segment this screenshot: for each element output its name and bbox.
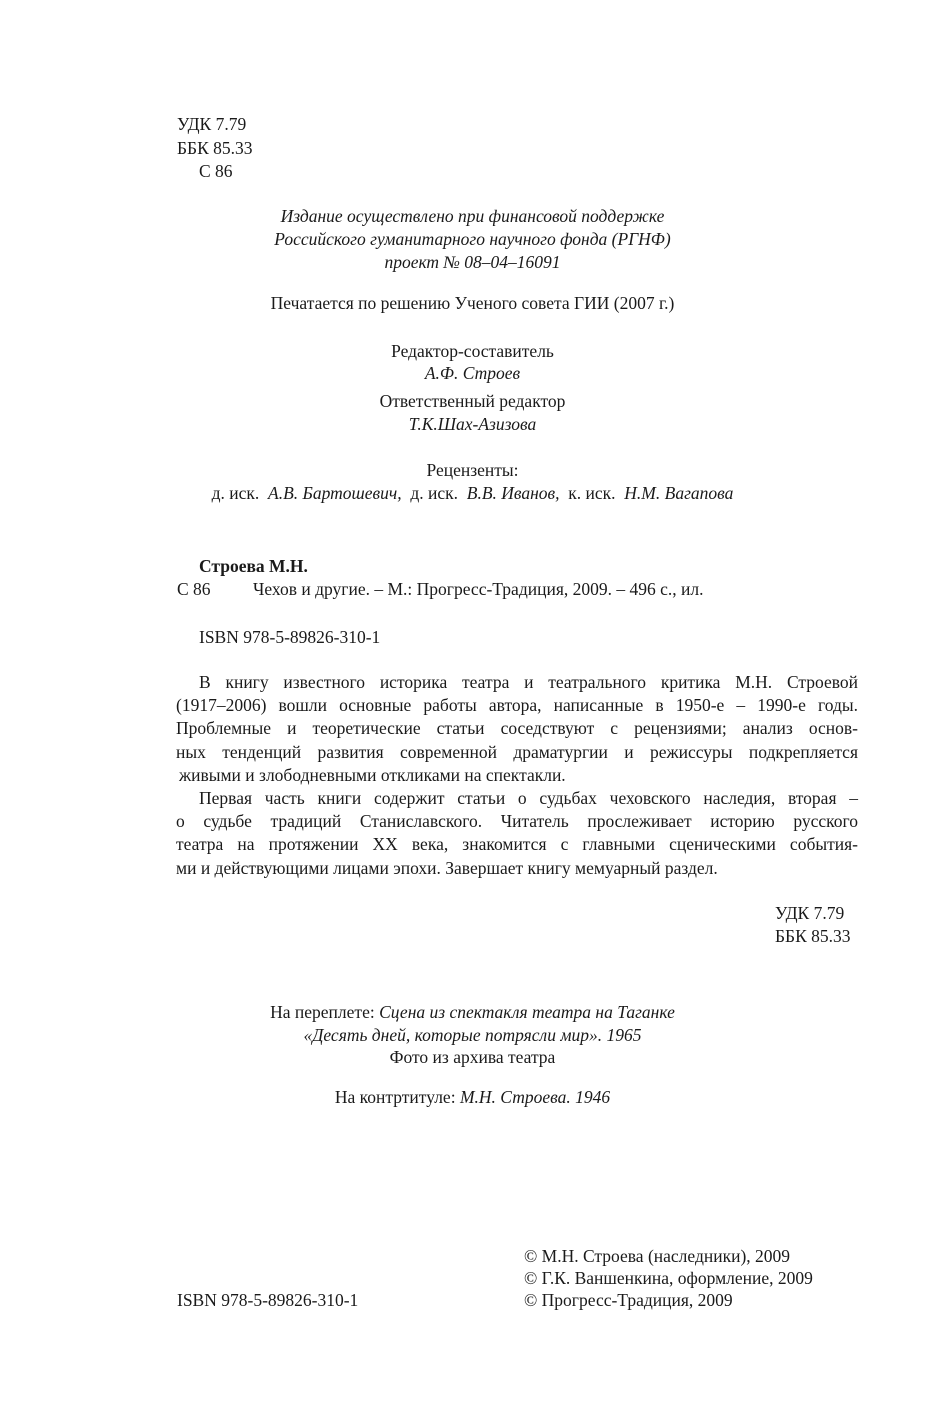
frontispiece-label: На контртитуле: <box>334 1087 456 1107</box>
bbk-top: ББК 85.33 <box>177 138 253 158</box>
cover-caption-1: Сцена из спектакля театра на Таганке <box>379 1002 675 1022</box>
compiler-name: А.Ф. Строев <box>424 363 521 383</box>
reviewers-label: Рецензенты: <box>426 460 519 480</box>
imprint-isbn: ISBN 978-5-89826-310-1 <box>177 1290 359 1310</box>
frontispiece-line <box>0 1086 945 1109</box>
copyright-1: © М.Н. Строева (наследники), 2009 <box>524 1246 791 1266</box>
cover-caption-2: «Десять дней, которые потрясли мир». 1965 <box>303 1025 642 1045</box>
frontispiece-caption: М.Н. Строева. 1946 <box>459 1087 611 1107</box>
udk-bottom: УДК 7.79 <box>775 903 845 923</box>
udk-top: УДК 7.79 <box>177 114 247 134</box>
bib-author: Строева М.Н. <box>199 556 308 576</box>
funding-line-1: Издание осуществлено при финансовой поддержке <box>280 206 665 226</box>
cover-label: На переплете: <box>270 1002 375 1022</box>
reviewer-1-degree: д. иск. <box>211 483 260 503</box>
annotation-line: живыми и злободневными откликами на спектакли. <box>179 764 566 785</box>
reviewer-3-name: Н.М. Вагапова <box>624 483 734 503</box>
reviewer-2-degree: д. иск. <box>410 483 458 503</box>
annotation-line: ми и действующими лицами эпохи. Завершает книгу мемуарный раздел. <box>176 857 718 878</box>
bib-description: Чехов и другие. – М.: Прогресс-Традиция, 2009. – 496 с., ил. <box>253 579 704 599</box>
copyright-2: © Г.К. Ваншенкина, оформление, 2009 <box>524 1268 813 1288</box>
annotation-paragraph-2 <box>176 787 858 880</box>
reviewers-list <box>0 482 945 505</box>
reviewer-3-degree: к. иск. <box>568 483 616 503</box>
annotation-line: В книгу известного историка театра и театрального критика М.Н. Строевой <box>199 672 858 692</box>
bbk-bottom: ББК 85.33 <box>775 926 851 946</box>
reviewer-2-name: В.В. Иванов, <box>466 483 560 503</box>
compiler-label: Редактор-составитель <box>391 341 554 361</box>
cover-line-1 <box>0 1001 945 1024</box>
bib-sign: С 86 <box>177 579 211 599</box>
reviewer-1-name: А.В. Бартошевич, <box>268 483 402 503</box>
annotation-line: ных тенденций развития современной драматургии и режиссуры подкрепляется <box>176 741 858 762</box>
copyright-3: © Прогресс-Традиция, 2009 <box>524 1290 733 1310</box>
responsible-editor-label: Ответственный редактор <box>379 391 566 411</box>
annotation-line: о судьбе традиций Станиславского. Читатель прослеживает историю русского <box>176 811 858 832</box>
annotation-paragraph-1 <box>176 671 858 787</box>
print-decision: Печатается по решению Ученого совета ГИИ (2007 г.) <box>270 293 675 313</box>
annotation-line: Первая часть книги содержит статьи о судьбах чеховского наследия, вторая – <box>199 788 858 808</box>
author-sign-top: С 86 <box>199 161 233 181</box>
funding-line-3: проект № 08–04–16091 <box>384 252 561 272</box>
responsible-editor-name: Т.К.Шах-Азизова <box>408 414 537 434</box>
annotation-line: театра на протяжении XX века, знакомится с главными сценическими события- <box>176 834 858 855</box>
bib-isbn: ISBN 978-5-89826-310-1 <box>199 627 381 647</box>
cover-photo-credit: Фото из архива театра <box>389 1047 556 1067</box>
funding-line-2: Российского гуманитарного научного фонда (РГНФ) <box>274 229 671 249</box>
annotation-line: Проблемные и теоретические статьи соседствуют с рецензиями; анализ основ- <box>176 718 858 739</box>
annotation-line: (1917–2006) вошли основные работы автора, написанные в 1950-е – 1990-е годы. <box>176 695 858 716</box>
